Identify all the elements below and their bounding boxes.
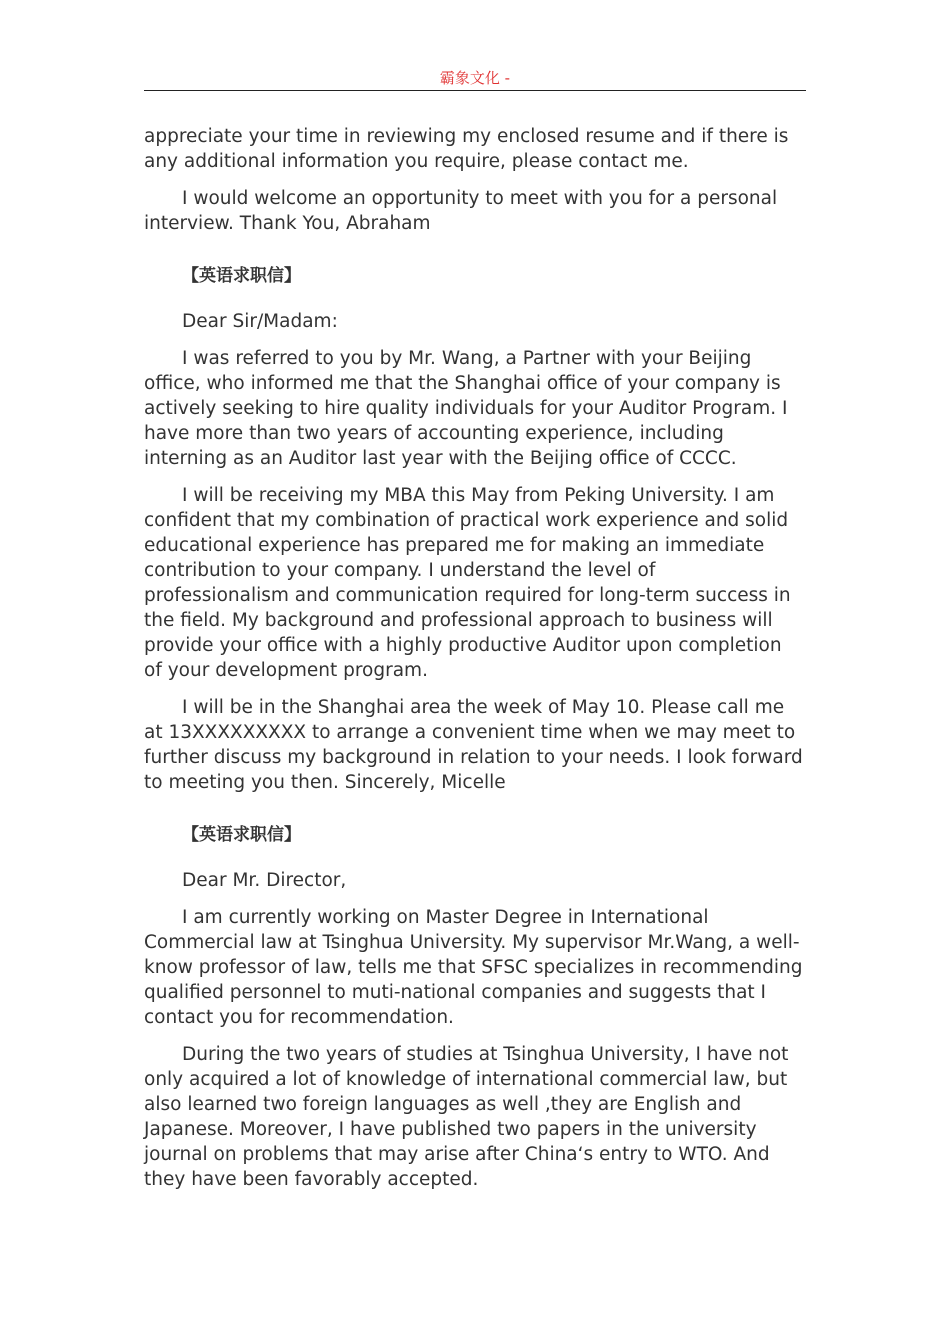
paragraph: I would welcome an opportunity to meet with you for a personal interview. Thank You, Abraham — [144, 188, 778, 234]
document-body — [144, 124, 804, 1204]
header-title: 霸象文化 - — [439, 69, 511, 87]
paragraph: I will be in the Shanghai area the week of May 10. Please call me at 13XXXXXXXXX to arrange a convenient time when we may meet to further discuss my background in relation to your needs. I look forward to meeting you then. Sincerely, Micelle — [144, 697, 803, 793]
section-heading: 【英语求职信】 — [182, 266, 301, 286]
page-header — [144, 66, 806, 91]
section-heading: 【英语求职信】 — [182, 825, 301, 845]
paragraph: I will be receiving my MBA this May from Peking University. I am confident that my combination of practical work experience and solid educational experience has prepared me for making an immediate contribution to your company. I understand the level of professionalism and communication required for long-term success in the field. My background and professional approach to business will provide your office with a highly productive Auditor upon completion of your development program. — [144, 485, 791, 681]
paragraph: I am currently working on Master Degree in International Commercial law at Tsinghua University. My supervisor Mr.Wang, a well-know professor of law, tells me that SFSC specializes in recommending qualified personnel to muti-national companies and suggests that I contact you for recommendation. — [144, 907, 803, 1028]
paragraph: I was referred to you by Mr. Wang, a Partner with your Beijing office, who informed me that the Shanghai office of your company is actively seeking to hire quality individuals for your Auditor Program. I have more than two years of accounting experience, including interning as an Auditor last year with the Beijing office of CCCC. — [144, 348, 788, 469]
salutation: Dear Sir/Madam: — [182, 311, 338, 332]
paragraph: appreciate your time in reviewing my enclosed resume and if there is any additional information you require, please contact me. — [144, 126, 789, 172]
salutation: Dear Mr. Director, — [182, 870, 347, 891]
paragraph: During the two years of studies at Tsinghua University, I have not only acquired a lot of knowledge of international commercial law, but also learned two foreign languages as well ,they are English and Japanese. Moreover, I have published two papers in the university journal on problems that may arise after China‘s entry to WTO. And they have been favorably accepted. — [144, 1044, 789, 1190]
